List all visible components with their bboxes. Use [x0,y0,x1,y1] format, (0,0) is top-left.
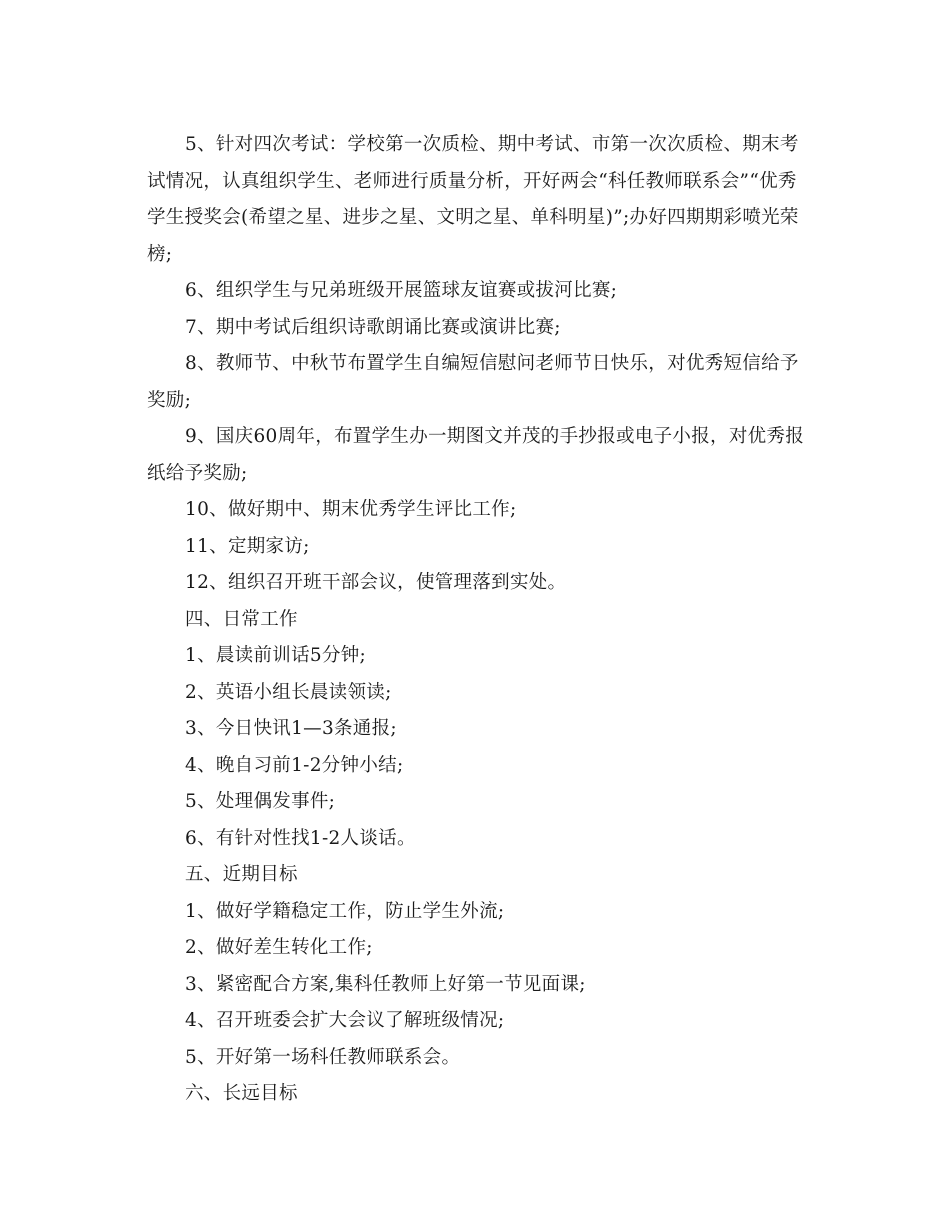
paragraph-targeted-talks: 6、有针对性找1-2人谈话。 [185,827,416,849]
paragraph-national-day: 9、国庆60周年，布置学生办一期图文并茂的手抄报或电子小报，对优秀报纸给予奖励; [147,426,805,484]
paragraph-recitation-contest: 7、期中考试后组织诗歌朗诵比赛或演讲比赛; [185,316,561,338]
paragraph-teacher-meeting: 5、开好第一场科任教师联系会。 [185,1046,461,1068]
section-heading-short-term-goals: 五、近期目标 [185,864,298,885]
paragraph-student-evaluation: 10、做好期中、期末优秀学生评比工作; [185,499,517,520]
paragraph-morning-talk: 1、晨读前训话5分钟; [185,645,367,666]
section-heading-daily-work: 四、日常工作 [185,608,298,630]
paragraph-daily-news: 3、今日快讯1—3条通报; [185,718,397,739]
paragraph-enrollment-stability: 1、做好学籍稳定工作，防止学生外流; [185,900,505,922]
document-body [147,127,807,1113]
paragraph-teachers-day: 8、教师节、中秋节布置学生自编短信慰问老师节日快乐，对优秀短信给予奖励; [147,353,799,411]
paragraph-home-visits: 11、定期家访; [185,535,310,557]
paragraph-exam-analysis: 5、针对四次考试：学校第一次质检、期中考试、市第一次次质检、期末考试情况，认真组织学生、老师进行质量分析，开好两会“科任教师联系会”“优秀学生授奖会(希望之星、进步之星、文明之星、单科明星)”;办好四期期彩喷光荣榜; [147,134,799,265]
paragraph-evening-summary: 4、晚自习前1-2分钟小结; [185,754,404,776]
paragraph-english-reading: 2、英语小组长晨读领读; [185,681,392,703]
paragraph-basketball-match: 6、组织学生与兄弟班级开展篮球友谊赛或拔河比赛; [185,280,618,301]
section-heading-long-term-goals: 六、长远目标 [185,1083,298,1104]
paragraph-incidents: 5、处理偶发事件; [185,791,336,812]
paragraph-first-lesson: 3、紧密配合方案,集科任教师上好第一节见面课; [185,973,586,995]
paragraph-class-cadre-meeting: 12、组织召开班干部会议，使管理落到实处。 [185,572,567,593]
paragraph-class-committee: 4、召开班委会扩大会议了解班级情况; [185,1010,505,1031]
paragraph-student-transformation: 2、做好差生转化工作; [185,937,373,958]
